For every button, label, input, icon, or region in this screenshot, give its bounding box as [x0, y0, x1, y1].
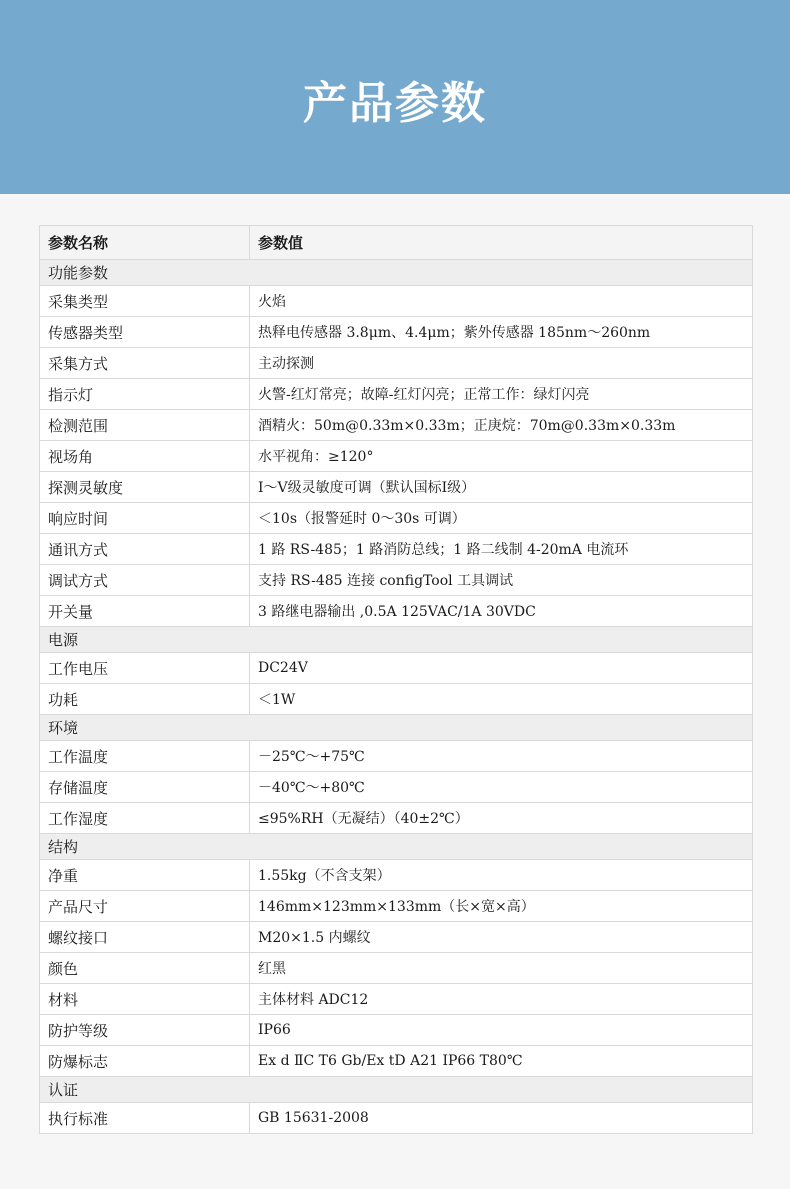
table-row: [40, 565, 753, 596]
param-name: 材料: [40, 984, 250, 1015]
header-param-name: 参数名称: [40, 226, 250, 260]
param-value: IP66: [250, 1015, 753, 1046]
param-name: 颜色: [40, 953, 250, 984]
param-name: 工作湿度: [40, 803, 250, 834]
table-row: [40, 534, 753, 565]
param-value: DC24V: [250, 653, 753, 684]
param-name: 传感器类型: [40, 317, 250, 348]
spec-table-body: [40, 226, 753, 1134]
param-name: 探测灵敏度: [40, 472, 250, 503]
table-row: [40, 860, 753, 891]
section-label: 结构: [40, 834, 753, 860]
param-value: ＜10s（报警延时 0～30s 可调）: [250, 503, 753, 534]
title-banner: [0, 0, 790, 194]
table-row: [40, 1103, 753, 1134]
table-header-row: [40, 226, 753, 260]
param-name: 工作温度: [40, 741, 250, 772]
section-row: [40, 834, 753, 860]
param-name: 净重: [40, 860, 250, 891]
param-value: 3 路继电器输出 ,0.5A 125VAC/1A 30VDC: [250, 596, 753, 627]
param-name: 产品尺寸: [40, 891, 250, 922]
table-row: [40, 922, 753, 953]
section-row: [40, 715, 753, 741]
section-label: 环境: [40, 715, 753, 741]
param-value: 主动探测: [250, 348, 753, 379]
param-value: 红黑: [250, 953, 753, 984]
param-name: 调试方式: [40, 565, 250, 596]
param-value: 水平视角：≥120°: [250, 441, 753, 472]
param-name: 指示灯: [40, 379, 250, 410]
page-title: 产品参数: [303, 78, 487, 129]
table-row: [40, 1046, 753, 1077]
table-row: [40, 803, 753, 834]
table-row: [40, 379, 753, 410]
header-param-value: 参数值: [250, 226, 753, 260]
param-name: 存储温度: [40, 772, 250, 803]
table-row: [40, 1015, 753, 1046]
param-name: 视场角: [40, 441, 250, 472]
param-value: ＜1W: [250, 684, 753, 715]
table-row: [40, 891, 753, 922]
section-label: 认证: [40, 1077, 753, 1103]
param-name: 螺纹接口: [40, 922, 250, 953]
param-name: 开关量: [40, 596, 250, 627]
param-value: 火焰: [250, 286, 753, 317]
param-value: 热释电传感器 3.8μm、4.4μm；紫外传感器 185nm～260nm: [250, 317, 753, 348]
param-value: M20×1.5 内螺纹: [250, 922, 753, 953]
param-name: 执行标准: [40, 1103, 250, 1134]
table-row: [40, 984, 753, 1015]
section-label: 电源: [40, 627, 753, 653]
param-value: Ex d ⅡC T6 Gb/Ex tD A21 IP66 T80℃: [250, 1046, 753, 1077]
param-value: 1.55kg（不含支架）: [250, 860, 753, 891]
table-row: [40, 596, 753, 627]
param-name: 功耗: [40, 684, 250, 715]
param-name: 采集类型: [40, 286, 250, 317]
spec-table-container: [39, 225, 752, 1134]
spec-table: [39, 225, 753, 1134]
table-row: [40, 410, 753, 441]
param-name: 响应时间: [40, 503, 250, 534]
table-row: [40, 653, 753, 684]
table-row: [40, 684, 753, 715]
section-row: [40, 627, 753, 653]
param-value: 酒精火：50m@0.33m×0.33m；正庚烷：70m@0.33m×0.33m: [250, 410, 753, 441]
param-name: 采集方式: [40, 348, 250, 379]
param-value: －40℃～+80℃: [250, 772, 753, 803]
table-row: [40, 348, 753, 379]
table-row: [40, 317, 753, 348]
table-row: [40, 441, 753, 472]
param-value: ≤95%RH（无凝结）（40±2℃）: [250, 803, 753, 834]
param-value: 支持 RS-485 连接 configTool 工具调试: [250, 565, 753, 596]
table-row: [40, 741, 753, 772]
section-row: [40, 260, 753, 286]
param-name: 检测范围: [40, 410, 250, 441]
param-value: －25℃～+75℃: [250, 741, 753, 772]
table-row: [40, 503, 753, 534]
param-value: Ⅰ～Ⅴ级灵敏度可调（默认国标Ⅰ级）: [250, 472, 753, 503]
section-label: 功能参数: [40, 260, 753, 286]
param-value: 主体材料 ADC12: [250, 984, 753, 1015]
table-row: [40, 953, 753, 984]
param-name: 通讯方式: [40, 534, 250, 565]
param-value: 146mm×123mm×133mm（长×宽×高）: [250, 891, 753, 922]
table-row: [40, 472, 753, 503]
param-name: 防护等级: [40, 1015, 250, 1046]
table-row: [40, 286, 753, 317]
table-row: [40, 772, 753, 803]
param-name: 防爆标志: [40, 1046, 250, 1077]
param-value: 1 路 RS-485；1 路消防总线；1 路二线制 4-20mA 电流环: [250, 534, 753, 565]
param-value: 火警-红灯常亮；故障-红灯闪亮；正常工作：绿灯闪亮: [250, 379, 753, 410]
section-row: [40, 1077, 753, 1103]
param-value: GB 15631-2008: [250, 1103, 753, 1134]
param-name: 工作电压: [40, 653, 250, 684]
